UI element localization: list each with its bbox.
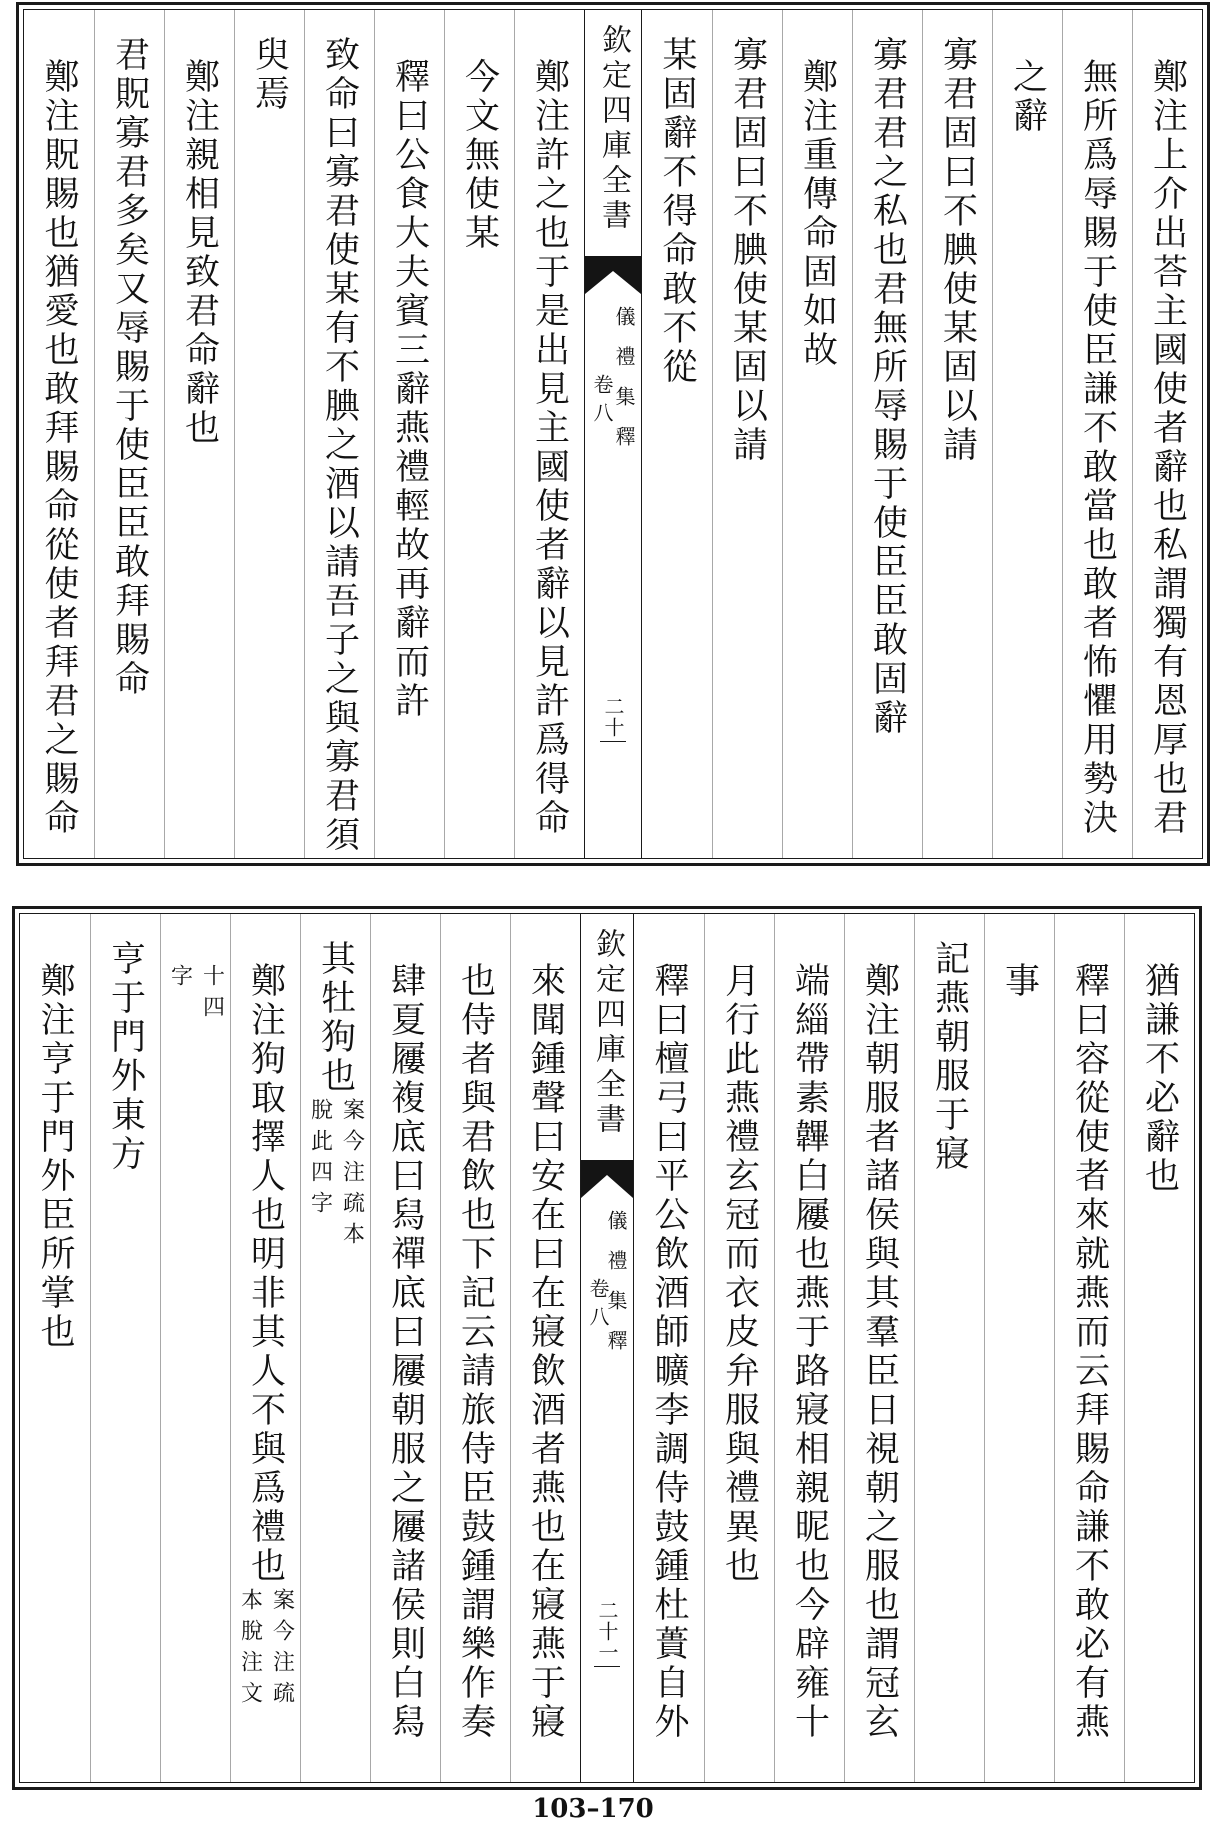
column-text: 鄭注許之也于是出見主國使者辭以見許爲得命 xyxy=(529,58,570,838)
column-text: 鄭注朝服者諸侯與其羣臣日視朝之服也謂冠玄 xyxy=(859,962,900,1742)
column-text: 釋曰檀弓曰平公飲酒師曠李調侍鼓鍾杜蕢自外 xyxy=(649,962,689,1742)
volume-label: 卷八 xyxy=(590,374,614,430)
text-column xyxy=(20,914,90,1782)
annotation-note xyxy=(236,1588,296,1712)
column-text: 鄭注狗取擇人也明非其人不與爲禮也 xyxy=(245,962,286,1586)
annotation-line: 案今注疏本 xyxy=(339,1098,365,1253)
column-text: 無所爲辱賜于使臣謙不敢當也敢者怖懼用勢決 xyxy=(1077,58,1118,838)
annotation-note xyxy=(306,1098,366,1253)
annotation-note xyxy=(166,964,226,1026)
column-text: 月行此燕禮玄冠而衣皮弁服與禮異也 xyxy=(719,962,760,1586)
book-title: 儀禮集釋 xyxy=(604,1210,628,1370)
fishtail-mark xyxy=(585,256,641,294)
text-column xyxy=(634,914,704,1782)
text-column xyxy=(510,914,580,1782)
column-text: 臾焉 xyxy=(249,36,290,114)
text-column xyxy=(922,10,992,858)
annotation-line: 十四 xyxy=(199,964,225,1026)
column-text: 寡君固曰不腆使某固以請 xyxy=(937,36,978,465)
column-text: 鄭注親相見致君命辭也 xyxy=(179,58,220,448)
annotation-line: 脫此四字 xyxy=(307,1098,333,1222)
annotation-line: 本脫注文 xyxy=(237,1588,263,1712)
column-text: 寡君固曰不腆使某固以請 xyxy=(727,36,768,465)
column-text: 釋曰容從使者來就燕而云拜賜命謙不敢必有燕 xyxy=(1069,962,1110,1742)
fold-title: 欽定四庫全書 xyxy=(596,24,631,234)
text-column xyxy=(230,914,300,1782)
column-text: 肆夏屨複底曰舄禪底曰屨朝服之屨諸侯則白舄 xyxy=(385,962,426,1742)
text-column xyxy=(1062,10,1132,858)
text-column xyxy=(370,914,440,1782)
text-column xyxy=(992,10,1062,858)
column-text: 之辭 xyxy=(1007,58,1048,136)
text-column xyxy=(304,10,374,858)
annotation-line: 字 xyxy=(167,964,193,995)
column-text: 鄭注亨于門外臣所掌也 xyxy=(35,962,75,1352)
column-text: 鄭注重傳命固如故 xyxy=(797,58,838,370)
text-column xyxy=(164,10,234,858)
text-column xyxy=(160,914,230,1782)
column-text: 今文無使某 xyxy=(459,58,500,253)
text-column xyxy=(24,10,94,858)
column-text: 鄭注貺賜也猶愛也敢拜賜命從使者拜君之賜命 xyxy=(39,58,79,838)
panel-frame xyxy=(23,9,1203,859)
text-column xyxy=(234,10,304,858)
column-text: 也侍者與君飲也下記云請旅侍臣鼓鍾謂樂作奏 xyxy=(455,962,496,1742)
column-text: 某固辭不得命敢不從 xyxy=(657,36,697,387)
text-column xyxy=(704,914,774,1782)
column-text: 致命曰寡君使某有不腆之酒以請吾子之與寡君須 xyxy=(319,36,360,855)
column-text: 其牡狗也 xyxy=(315,940,356,1096)
text-column xyxy=(94,10,164,858)
text-column xyxy=(774,914,844,1782)
annotation-line: 案今注疏 xyxy=(269,1588,295,1712)
column-text: 記燕朝服于寢 xyxy=(929,940,970,1174)
column-text: 來聞鍾聲曰安在曰在寢飲酒者燕也在寢燕于寢 xyxy=(525,962,566,1742)
text-column xyxy=(444,10,514,858)
text-column xyxy=(514,10,584,858)
page-number: 103–170 xyxy=(532,1794,654,1824)
text-column xyxy=(1054,914,1124,1782)
column-text: 猶謙不必辭也 xyxy=(1139,962,1180,1196)
book-title: 儀禮集釋 xyxy=(612,306,636,466)
text-column xyxy=(90,914,160,1782)
fishtail-mark xyxy=(581,1160,633,1198)
text-column xyxy=(984,914,1054,1782)
text-column xyxy=(1132,10,1202,858)
text-column xyxy=(300,914,370,1782)
text-column xyxy=(712,10,782,858)
column-text: 事 xyxy=(999,962,1040,1001)
center-fold xyxy=(580,914,634,1782)
column-text: 君貺寡君多矣又辱賜于使臣臣敢拜賜命 xyxy=(109,36,150,699)
center-fold xyxy=(584,10,642,858)
column-text: 釋曰公食大夫賓三辭燕禮輕故再辭而許 xyxy=(389,58,430,721)
column-text: 鄭注上介出荅主國使者辭也私謂獨有恩厚也君 xyxy=(1147,58,1188,838)
column-text: 亨于門外東方 xyxy=(105,940,146,1174)
text-column xyxy=(782,10,852,858)
text-column xyxy=(852,10,922,858)
leaf-number: 二十一 xyxy=(594,1600,620,1667)
leaf-number: 二十 xyxy=(600,696,626,742)
text-column xyxy=(374,10,444,858)
text-column xyxy=(440,914,510,1782)
page-panel-bottom xyxy=(12,906,1202,1790)
panel-frame xyxy=(19,913,1195,1783)
column-text: 寡君君之私也君無所辱賜于使臣臣敢固辭 xyxy=(867,36,908,738)
text-column xyxy=(1124,914,1194,1782)
volume-label: 卷八 xyxy=(586,1278,610,1334)
fold-title: 欽定四庫全書 xyxy=(590,928,625,1138)
text-column xyxy=(844,914,914,1782)
page-panel-top xyxy=(16,2,1210,866)
text-column xyxy=(914,914,984,1782)
column-text: 端緇帶素韠白屨也燕于路寢相親昵也今辟雍十 xyxy=(789,962,830,1742)
text-column xyxy=(642,10,712,858)
